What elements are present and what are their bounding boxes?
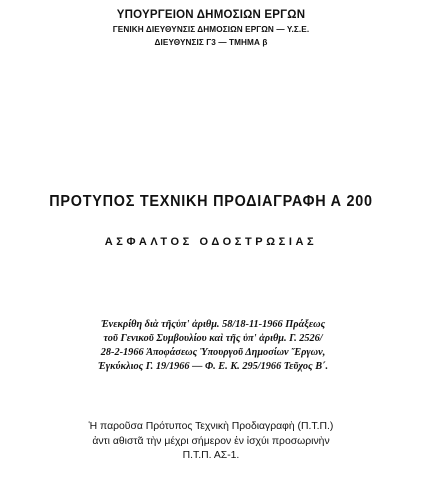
approval-paragraph [38,318,388,374]
approval-line: 28-2-1966 Ἀποφάσεως Ὑπουργοῦ Δημοσίων Ἔργων, [100,347,326,358]
replacement-note [30,420,392,464]
specification-title: ΠΡΟΤΥΠΟΣ ΤΕΧΝΙΚΗ ΠΡΟΔΙΑΓΡΑΦΗ Α 200 [49,193,373,210]
note-line: ἀντι αθιστᾶ τὴν μέχρι σήμερον ἐν ἰσχύι προσωρινὴν [92,435,330,447]
general-directorate: ΓΕΝΙΚΗ ΔΙΕΥΘΥΝΣΙΣ ΔΗΜΟΣΙΩΝ ΕΡΓΩΝ — Υ.Σ.Ε. [112,25,310,34]
approval-line: τοῦ Γενικοῦ Συμβουλίου καὶ τῆς ὑπ' ἀριθμ. Γ. 2526/ [103,333,323,344]
directorate-department: ΔΙΕΥΘΥΝΣΙΣ Γ3 — ΤΜΗΜΑ β [154,38,268,47]
approval-line: Ἐγκύκλιος Γ. 19/1966 — Φ. Ε. Κ. 295/1966 Τεῦχος Β΄. [97,361,329,372]
specification-subtitle: ΑΣΦΑΛΤΟΣ ΟΔΟΣΤΡΩΣΙΑΣ [104,236,318,248]
note-line: Ἡ παροῦσα Πρότυπος Τεχνικὴ Προδιαγραφὴ (Π.Τ.Π.) [88,421,334,432]
ministry-name: ΥΠΟΥΡΓΕΙΟΝ ΔΗΜΟΣΙΩΝ ΕΡΓΩΝ [116,9,306,21]
approval-line: Ἐνεκρίθη διὰ τῆςὑπ' ἀριθμ. 58/18-11-1966 Πράξεως [100,319,326,330]
note-line: Π.Τ.Π. ΑΣ-1. [182,450,240,461]
